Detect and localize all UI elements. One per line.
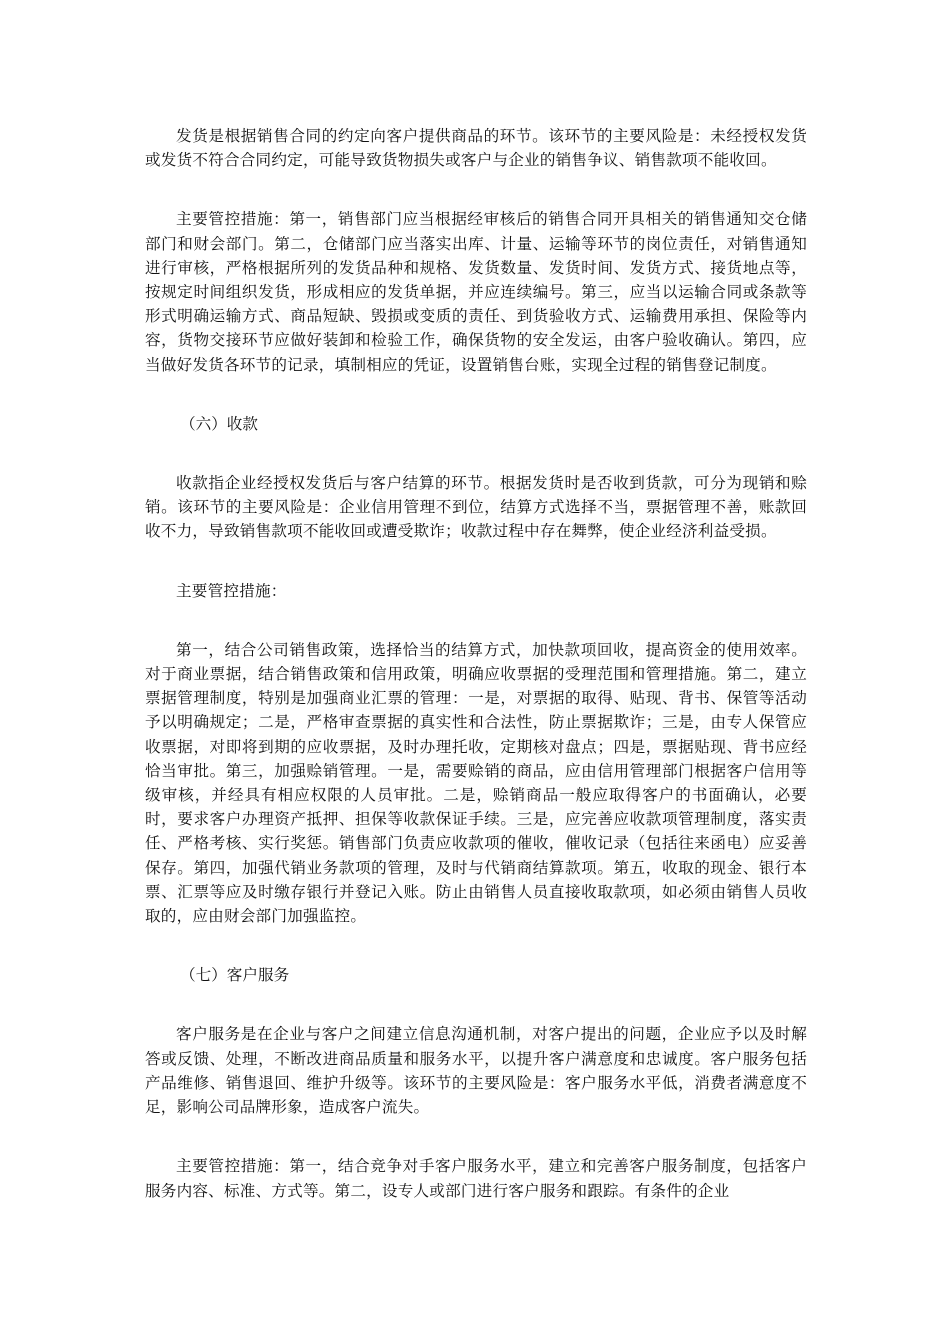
paragraph-customer-service-controls: 主要管控措施：第一，结合竞争对手客户服务水平，建立和完善客户服务制度，包括客户服务内容、标准、方式等。第二，设专人或部门进行客户服务和跟踪。有条件的企业 (145, 1157, 807, 1200)
paragraph-customer-service-risk: 客户服务是在企业与客户之间建立信息沟通机制，对客户提出的问题，企业应予以及时解答或反馈、处理，不断改进商品质量和服务水平，以提升客户满意度和忠诚度。客户服务包括产品维修、销售退回、维护升级等。该环节的主要风险是：客户服务水平低，消费者满意度不足，影响公司品牌形象，造成客户流失。 (145, 1025, 807, 1117)
paragraph-controls-label: 主要管控措施： (176, 581, 287, 600)
section-heading-collection: （六）收款 (180, 414, 258, 433)
paragraph-shipping-controls: 主要管控措施：第一，销售部门应当根据经审核后的销售合同开具相关的销售通知交仓储部门和财会部门。第二，仓储部门应当落实出库、计量、运输等环节的岗位责任，对销售通知进行审核，严格根据所列的发货品种和规格、发货数量、发货时间、发货方式、接货地点等，按规定时间组织发货，形成相应的发货单据，并应连续编号。第三，应当以运输合同或条款等形式明确运输方式、商品短缺、毁损或变质的责任、到货验收方式、运输费用承担、保险等内容，货物交接环节应做好装卸和检验工作，确保货物的安全发运，由客户验收确认。第四，应当做好发货各环节的记录，填制相应的凭证，设置销售台账，实现全过程的销售登记制度。 (145, 210, 807, 374)
paragraph-shipping-risk: 发货是根据销售合同的约定向客户提供商品的环节。该环节的主要风险是：未经授权发货或发货不符合合同约定，可能导致货物损失或客户与企业的销售争议、销售款项不能收回。 (145, 127, 807, 170)
section-heading-customer-service: （七）客户服务 (180, 966, 290, 985)
document-body (145, 124, 807, 1203)
paragraph-collection-risk: 收款指企业经授权发货后与客户结算的环节。根据发货时是否收到货款，可分为现销和赊销。该环节的主要风险是：企业信用管理不到位，结算方式选择不当，票据管理不善，账款回收不力，导致销售款项不能收回或遭受欺诈；收款过程中存在舞弊，使企业经济利益受损。 (145, 474, 807, 541)
paragraph-collection-controls: 第一，结合公司销售政策，选择恰当的结算方式，加快款项回收，提高资金的使用效率。对于商业票据，结合销售政策和信用政策，明确应收票据的受理范围和管理措施。第二，建立票据管理制度，特别是加强商业汇票的管理：一是，对票据的取得、贴现、背书、保管等活动予以明确规定；二是，严格审查票据的真实性和合法性，防止票据欺诈；三是，由专人保管应收票据，对即将到期的应收票据，及时办理托收，定期核对盘点；四是，票据贴现、背书应经恰当审批。第三，加强赊销管理。一是，需要赊销的商品，应由信用管理部门根据客户信用等级审核，并经具有相应权限的人员审批。二是，赊销商品一般应取得客户的书面确认，必要时，要求客户办理资产抵押、担保等收款保证手续。三是，应完善应收款项管理制度，落实责任、严格考核、实行奖惩。销售部门负责应收款项的催收，催收记录（包括往来函电）应妥善保存。第四，加强代销业务款项的管理，及时与代销商结算款项。第五，收取的现金、银行本票、汇票等应及时缴存银行并登记入账。防止由销售人员直接收取款项，如必须由销售人员收取的，应由财会部门加强监控。 (145, 640, 807, 926)
